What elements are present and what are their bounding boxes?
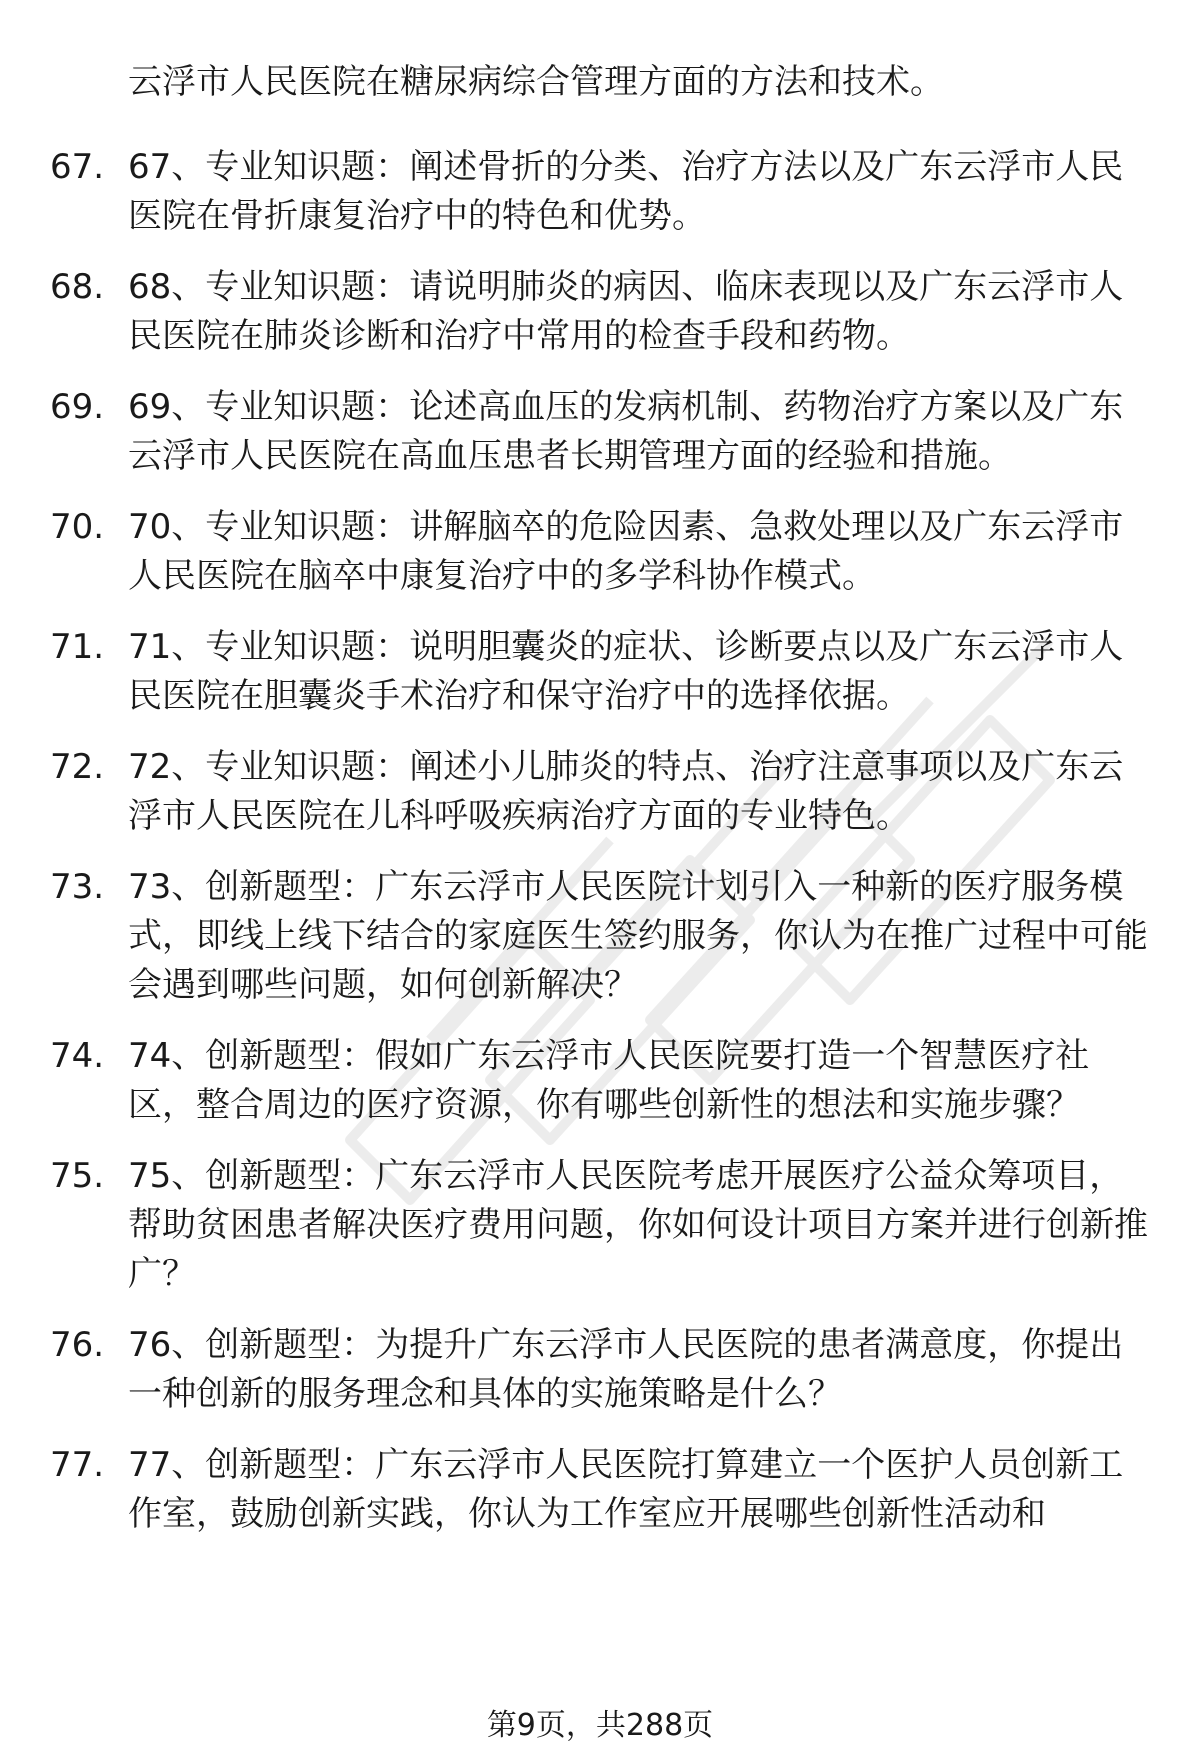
list-item	[0, 503, 1200, 601]
list-item	[0, 263, 1200, 361]
item-text: 67、专业知识题：阐述骨折的分类、治疗方法以及广东云浮市人民医院在骨折康复治疗中的特色和优势。	[128, 147, 1124, 236]
continuation-text: 云浮市人民医院在糖尿病综合管理方面的方法和技术。	[128, 62, 944, 102]
list-item	[0, 143, 1200, 241]
item-number: 69.	[50, 387, 105, 427]
list-item	[0, 863, 1200, 1010]
item-number: 70.	[50, 507, 105, 547]
item-number: 72.	[50, 747, 105, 787]
page-footer: 第9页，共288页	[486, 1708, 714, 1743]
list-item	[0, 383, 1200, 481]
item-text: 75、创新题型：广东云浮市人民医院考虑开展医疗公益众筹项目，帮助贫困患者解决医疗费用问题，你如何设计项目方案并进行创新推广？	[128, 1156, 1148, 1294]
item-text: 68、专业知识题：请说明肺炎的病因、临床表现以及广东云浮市人民医院在肺炎诊断和治疗中常用的检查手段和药物。	[128, 267, 1124, 356]
item-number: 68.	[50, 267, 105, 307]
item-text: 73、创新题型：广东云浮市人民医院计划引入一种新的医疗服务模式，即线上线下结合的家庭医生签约服务，你认为在推广过程中可能会遇到哪些问题，如何创新解决？	[128, 867, 1148, 1005]
item-number: 74.	[50, 1036, 105, 1076]
item-text: 76、创新题型：为提升广东云浮市人民医院的患者满意度，你提出一种创新的服务理念和具体的实施策略是什么？	[128, 1325, 1124, 1414]
list-item	[0, 743, 1200, 841]
item-number: 76.	[50, 1325, 105, 1365]
item-text: 69、专业知识题：论述高血压的发病机制、药物治疗方案以及广东云浮市人民医院在高血压患者长期管理方面的经验和措施。	[128, 387, 1124, 476]
item-text: 72、专业知识题：阐述小儿肺炎的特点、治疗注意事项以及广东云浮市人民医院在儿科呼吸疾病治疗方面的专业特色。	[128, 747, 1124, 836]
item-number: 73.	[50, 867, 105, 907]
list-item	[0, 1321, 1200, 1419]
list-item	[0, 1441, 1200, 1539]
item-text: 77、创新题型：广东云浮市人民医院打算建立一个医护人员创新工作室，鼓励创新实践，你认为工作室应开展哪些创新性活动和	[128, 1445, 1124, 1534]
item-number: 67.	[50, 147, 105, 187]
list-item	[0, 1152, 1200, 1299]
list-item	[0, 623, 1200, 721]
item-number: 71.	[50, 627, 105, 667]
list-item	[0, 1032, 1200, 1130]
item-text: 71、专业知识题：说明胆囊炎的症状、诊断要点以及广东云浮市人民医院在胆囊炎手术治疗和保守治疗中的选择依据。	[128, 627, 1124, 716]
item-number: 77.	[50, 1445, 105, 1485]
item-text: 74、创新题型：假如广东云浮市人民医院要打造一个智慧医疗社区，整合周边的医疗资源，你有哪些创新性的想法和实施步骤？	[128, 1036, 1090, 1125]
question-list	[0, 143, 1200, 1561]
item-number: 75.	[50, 1156, 105, 1196]
item-text: 70、专业知识题：讲解脑卒的危险因素、急救处理以及广东云浮市人民医院在脑卒中康复治疗中的多学科协作模式。	[128, 507, 1124, 596]
